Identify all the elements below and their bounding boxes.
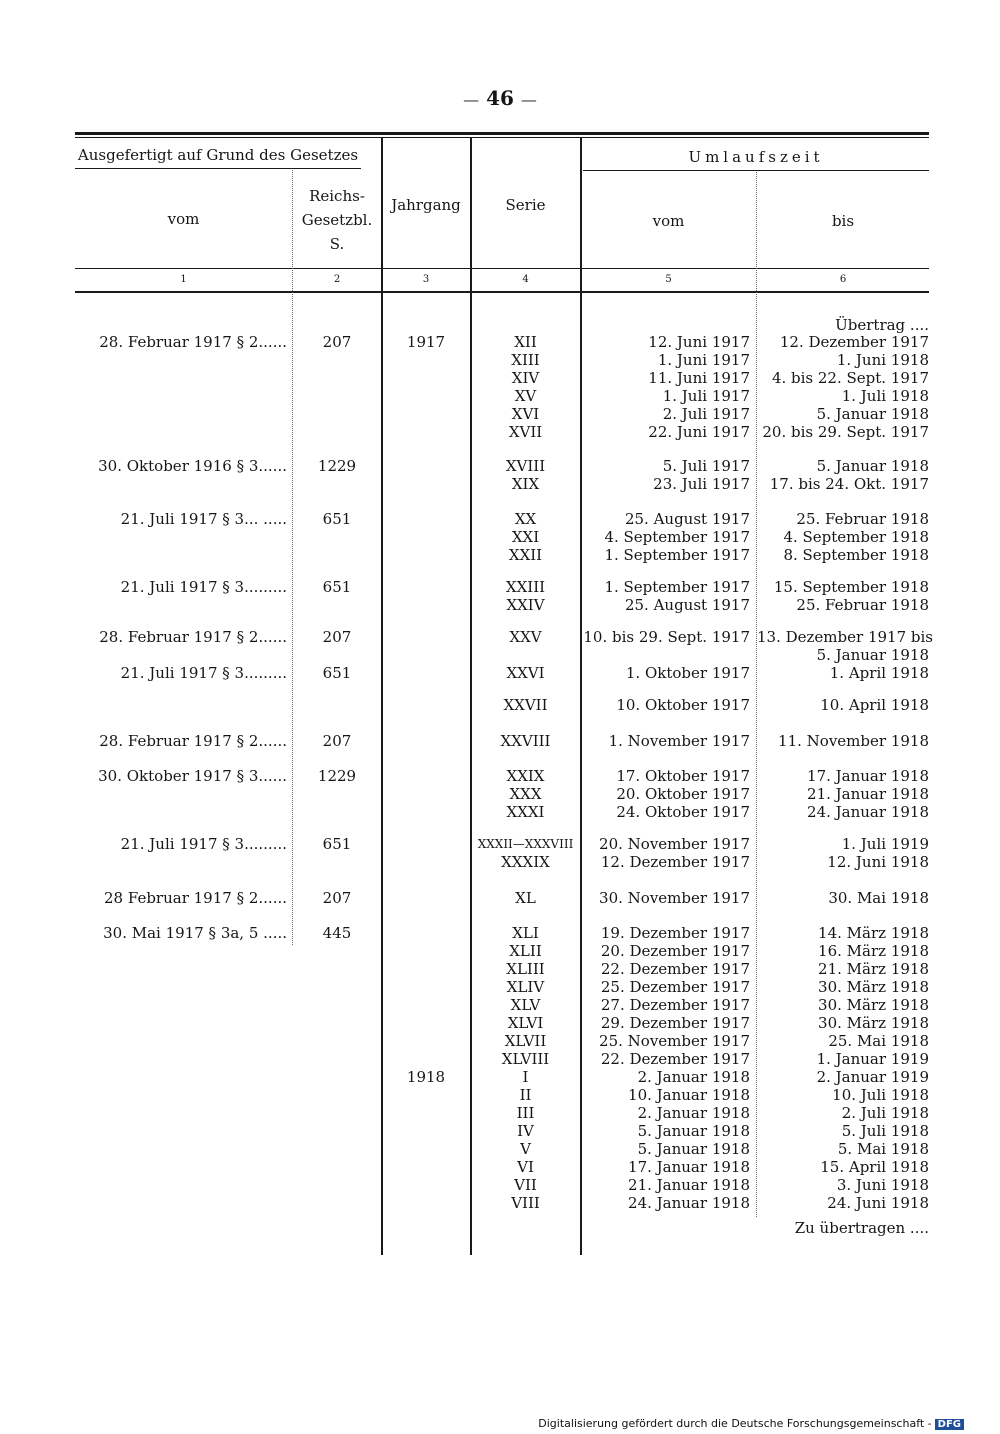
cell-bis: 14. März 1918	[818, 924, 929, 942]
cell-rgbl: 651	[322, 664, 352, 682]
cell-serie: XLIV	[506, 978, 545, 996]
cell-bis: 30. März 1918	[818, 996, 929, 1014]
cell-serie: XLVII	[504, 1032, 547, 1050]
cell-bis: 1. Juni 1918	[836, 351, 929, 369]
cell-rgbl: 1229	[317, 457, 357, 475]
cell-serie: XXV	[509, 628, 542, 646]
cell-serie: I	[522, 1068, 529, 1086]
colnum-4: 4	[522, 274, 529, 285]
cell-serie: XXX	[509, 785, 542, 803]
cell-law: 28. Februar 1917 § 2......	[99, 628, 287, 646]
colnum-6: 6	[839, 274, 847, 285]
cell-bis: 4. bis 22. Sept. 1917	[771, 369, 929, 387]
header-rgbl-line3: S.	[329, 235, 345, 253]
cell-serie: XLII	[509, 942, 542, 960]
cell-serie: VIII	[511, 1194, 540, 1212]
cell-vom: 20. Dezember 1917	[600, 942, 750, 960]
cell-bis: 15. September 1918	[773, 578, 929, 596]
cell-serie: II	[519, 1086, 532, 1104]
cell-bis: 10. April 1918	[820, 696, 929, 714]
cell-bis: 17. bis 24. Okt. 1917	[769, 475, 929, 493]
cell-serie: XVIII	[505, 457, 546, 475]
cell-serie: XLVIII	[501, 1050, 550, 1068]
cell-serie: VI	[517, 1158, 534, 1176]
cell-vom: 17. Januar 1918	[628, 1158, 750, 1176]
cell-serie: XII	[514, 333, 537, 351]
cell-vom: 5. Juli 1917	[662, 457, 750, 475]
cell-vom: 29. Dezember 1917	[600, 1014, 750, 1032]
cell-bis: 30. März 1918	[818, 978, 929, 996]
cell-vom: 5. Januar 1918	[637, 1140, 750, 1158]
cell-vom: 1. Juli 1917	[662, 387, 750, 405]
colnum-3: 3	[422, 274, 430, 285]
header-rgbl	[293, 184, 381, 256]
cell-vom: 1. Juni 1917	[657, 351, 750, 369]
group2-underline	[583, 170, 929, 171]
cell-serie: XX	[514, 510, 537, 528]
cell-law: 28 Februar 1917 § 2......	[104, 889, 287, 907]
cell-serie: XXIII	[505, 578, 546, 596]
cell-bis: 1. April 1918	[829, 664, 929, 682]
cell-law: 21. Juli 1917 § 3... .....	[120, 510, 287, 528]
colnum-1: 1	[180, 274, 187, 285]
header-umlauf-bis: bis	[831, 212, 855, 230]
cell-vom: 5. Januar 1918	[637, 1122, 750, 1140]
cell-bis: 24. Juni 1918	[827, 1194, 929, 1212]
cell-serie: XLI	[512, 924, 539, 942]
cell-year: 1917	[406, 333, 446, 351]
cell-vom: 24. Oktober 1917	[616, 803, 750, 821]
cell-rgbl: 207	[322, 889, 352, 907]
cell-serie: XLVI	[507, 1014, 544, 1032]
cell-serie: XXVII	[503, 696, 548, 714]
header-umlauf-vom: vom	[652, 212, 685, 230]
header-rgbl-line1: Reichs-	[309, 187, 365, 205]
cell-vom: 1. Oktober 1917	[625, 664, 750, 682]
cell-vom: 10. bis 29. Sept. 1917	[583, 628, 750, 646]
cell-bis: 11. November 1918	[778, 732, 929, 750]
cell-vom: 2. Januar 1918	[637, 1104, 750, 1122]
cell-vom: 24. Januar 1918	[628, 1194, 750, 1212]
cell-bis: 8. September 1918	[783, 546, 929, 564]
zu-uebertragen-label: Zu übertragen ....	[794, 1219, 929, 1237]
cell-vom: 11. Juni 1917	[648, 369, 750, 387]
colnum-rule	[75, 291, 929, 293]
cell-year: 1918	[406, 1068, 446, 1086]
cell-bis: 1. Januar 1919	[816, 1050, 929, 1068]
cell-bis: 1. Juli 1919	[841, 835, 929, 853]
colnum-5: 5	[665, 274, 672, 285]
header-rgbl-line2: Gesetzbl.	[301, 211, 373, 229]
page-number-line	[440, 86, 560, 110]
header-rule	[75, 268, 929, 269]
cell-bis: 5. Juli 1918	[841, 1122, 929, 1140]
footer-text: Digitalisierung gefördert durch die Deutsche Forschungsgemeinschaft -	[538, 1417, 932, 1430]
cell-bis: 12. Dezember 1917	[779, 333, 929, 351]
cell-serie: XXIX	[506, 767, 545, 785]
cell-vom: 27. Dezember 1917	[600, 996, 750, 1014]
colnum-2: 2	[333, 274, 341, 285]
cell-vom: 1. September 1917	[604, 546, 750, 564]
cell-rgbl: 1229	[317, 767, 357, 785]
cell-vom: 1. November 1917	[608, 732, 750, 750]
cell-bis: 5. Januar 1918	[816, 457, 929, 475]
cell-vom: 10. Januar 1918	[628, 1086, 750, 1104]
cell-bis: 16. März 1918	[818, 942, 929, 960]
cell-vom: 23. Juli 1917	[653, 475, 750, 493]
cell-bis: 24. Januar 1918	[807, 803, 929, 821]
cell-serie: XXXI	[506, 803, 545, 821]
header-jahrgang: Jahrgang	[391, 196, 461, 214]
cell-serie: XXXII—XXXVIII	[477, 837, 574, 851]
cell-vom: 2. Januar 1918	[637, 1068, 750, 1086]
header-group-law: Ausgefertigt auf Grund des Gesetzes	[77, 146, 359, 164]
cell-bis: 12. Juni 1918	[827, 853, 929, 871]
cell-bis: 30. Mai 1918	[828, 889, 929, 907]
cell-law: 30. Oktober 1916 § 3......	[98, 457, 287, 475]
cell-vom: 12. Dezember 1917	[600, 853, 750, 871]
cell-bis: 1. Juli 1918	[841, 387, 929, 405]
cell-bis: 2. Januar 1919	[816, 1068, 929, 1086]
cell-bis: 25. Mai 1918	[828, 1032, 929, 1050]
cell-serie: XXII	[508, 546, 543, 564]
cell-bis: 25. Februar 1918	[796, 510, 929, 528]
cell-law: 28. Februar 1917 § 2......	[99, 732, 287, 750]
dfg-logo: DFG	[935, 1419, 964, 1430]
cell-law: 30. Oktober 1917 § 3......	[98, 767, 287, 785]
cell-bis: 4. September 1918	[783, 528, 929, 546]
cell-bis: 5. Januar 1918	[816, 646, 929, 664]
cell-law: 21. Juli 1917 § 3.........	[120, 578, 287, 596]
cell-rgbl: 651	[322, 510, 352, 528]
cell-rgbl: 207	[322, 628, 352, 646]
cell-vom: 25. August 1917	[624, 596, 750, 614]
cell-vom: 25. Dezember 1917	[600, 978, 750, 996]
cell-vom: 17. Oktober 1917	[616, 767, 750, 785]
cell-serie: XXXIX	[501, 853, 550, 871]
cell-bis: 3. Juni 1918	[836, 1176, 929, 1194]
cell-vom: 22. Dezember 1917	[600, 960, 750, 978]
cell-bis: 5. Januar 1918	[816, 405, 929, 423]
cell-rgbl: 207	[322, 333, 352, 351]
page-number: 46	[486, 86, 514, 110]
cell-serie: XXVI	[506, 664, 545, 682]
cell-serie: IV	[517, 1122, 534, 1140]
cell-bis: 25. Februar 1918	[796, 596, 929, 614]
col-divider-3	[381, 138, 383, 1255]
cell-rgbl: 445	[322, 924, 352, 942]
cell-bis: 20. bis 29. Sept. 1917	[762, 423, 929, 441]
top-rule-thin	[75, 137, 929, 138]
cell-bis: 21. März 1918	[818, 960, 929, 978]
cell-serie: VII	[514, 1176, 537, 1194]
cell-vom: 2. Juli 1917	[662, 405, 750, 423]
cell-serie: XXIV	[506, 596, 545, 614]
cell-law: 21. Juli 1917 § 3.........	[120, 835, 287, 853]
cell-serie: XV	[514, 387, 537, 405]
cell-vom: 1. September 1917	[604, 578, 750, 596]
header-group-umlaufszeit: Umlaufszeit	[688, 148, 824, 166]
cell-serie: XVI	[511, 405, 540, 423]
cell-bis: 2. Juli 1918	[841, 1104, 929, 1122]
cell-bis: 15. April 1918	[820, 1158, 929, 1176]
cell-bis: 13. Dezember 1917 bis	[757, 628, 933, 646]
cell-law: 21. Juli 1917 § 3.........	[120, 664, 287, 682]
cell-bis: 30. März 1918	[818, 1014, 929, 1032]
cell-vom: 25. November 1917	[599, 1032, 750, 1050]
cell-vom: 22. Juni 1917	[648, 423, 750, 441]
cell-vom: 30. November 1917	[599, 889, 750, 907]
cell-serie: XIV	[511, 369, 540, 387]
dash-right: —	[520, 90, 537, 109]
cell-bis: 5. Mai 1918	[837, 1140, 929, 1158]
cell-vom: 22. Dezember 1917	[600, 1050, 750, 1068]
cell-vom: 4. September 1917	[604, 528, 750, 546]
uebertrag-label: Übertrag ....	[835, 316, 929, 334]
cell-vom: 25. August 1917	[624, 510, 750, 528]
col-divider-2	[292, 170, 293, 945]
cell-bis: 21. Januar 1918	[807, 785, 929, 803]
footer-credit	[538, 1417, 964, 1430]
top-rule	[75, 132, 929, 135]
cell-vom: 12. Juni 1917	[648, 333, 750, 351]
cell-vom: 19. Dezember 1917	[600, 924, 750, 942]
cell-serie: XXI	[511, 528, 540, 546]
group1-underline	[75, 168, 361, 169]
cell-rgbl: 207	[322, 732, 352, 750]
cell-serie: XIII	[511, 351, 540, 369]
header-serie: Serie	[505, 196, 546, 214]
cell-vom: 20. November 1917	[599, 835, 750, 853]
dash-left: —	[463, 90, 480, 109]
cell-vom: 20. Oktober 1917	[616, 785, 750, 803]
cell-rgbl: 651	[322, 835, 352, 853]
cell-law: 30. Mai 1917 § 3a, 5 .....	[103, 924, 287, 942]
cell-serie: XXVIII	[500, 732, 551, 750]
cell-serie: XLIII	[506, 960, 545, 978]
cell-serie: V	[520, 1140, 531, 1158]
cell-vom: 10. Oktober 1917	[616, 696, 750, 714]
cell-serie: III	[516, 1104, 535, 1122]
cell-bis: 17. Januar 1918	[807, 767, 929, 785]
cell-rgbl: 651	[322, 578, 352, 596]
cell-serie: XVII	[508, 423, 543, 441]
header-vom: vom	[167, 210, 200, 228]
cell-vom: 21. Januar 1918	[628, 1176, 750, 1194]
cell-bis: 10. Juli 1918	[832, 1086, 929, 1104]
cell-serie: XL	[515, 889, 536, 907]
cell-law: 28. Februar 1917 § 2......	[99, 333, 287, 351]
cell-serie: XIX	[511, 475, 540, 493]
cell-serie: XLV	[510, 996, 541, 1014]
